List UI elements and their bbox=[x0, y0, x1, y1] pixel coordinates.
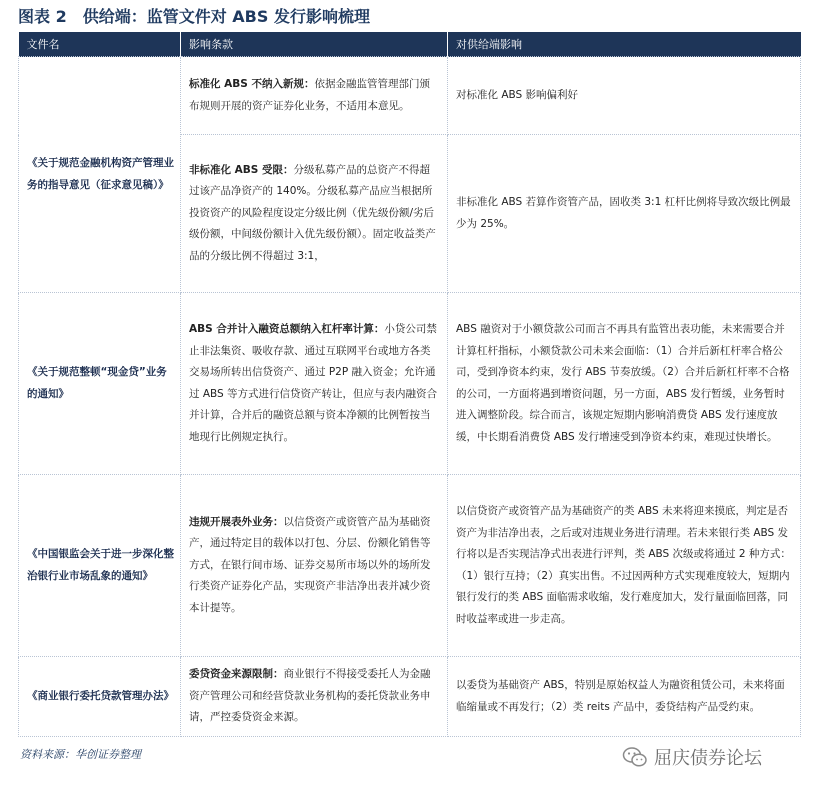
figure-title: 图表 2 供给端：监管文件对 ABS 发行影响梳理 bbox=[18, 7, 370, 26]
file-name-cell: 《关于规范金融机构资产管理业务的指导意见（征求意见稿）》 bbox=[19, 57, 181, 293]
file-name-cell: 《中国银监会关于进一步深化整治银行业市场乱象的通知》 bbox=[19, 475, 181, 657]
clause-heading: 违规开展表外业务： bbox=[189, 515, 284, 528]
regulation-table bbox=[18, 32, 801, 737]
file-name-cell: 《关于规范整顿“现金贷”业务的通知》 bbox=[19, 293, 181, 475]
clause-heading: 标准化 ABS 不纳入新规： bbox=[189, 78, 315, 90]
file-name-cell: 《商业银行委托贷款管理办法》 bbox=[19, 657, 181, 737]
clause-text: 小贷公司禁止非法集资、吸收存款、通过互联网平台或地方各类交易场所转出信贷资产、通过 P2P 融入资金；允许通过 ABS 等方式进行信贷资产转让，但应与表内融资合并计算，合并后的融资总额与资本净额的比例暂按当地现行比例规定执行。 bbox=[189, 323, 438, 443]
clause-text: 以信贷资产或资管产品为基础资产，通过特定目的载体以打包、分层、份额化销售等方式，在银行间市场、证券交易所市场以外的场所发行类资产证券化产品，实现资产非洁净出表并减少资本计提等。 bbox=[189, 515, 431, 614]
clause-cell bbox=[181, 57, 448, 135]
table-row bbox=[19, 475, 801, 657]
clause-cell bbox=[181, 135, 448, 293]
table-row bbox=[19, 57, 801, 135]
impact-cell: 非标准化 ABS 若算作资管产品，固收类 3:1 杠杆比例将导致次级比例最少为 25%。 bbox=[448, 135, 801, 293]
watermark bbox=[622, 744, 762, 770]
header-impact: 对供给端影响 bbox=[448, 32, 801, 57]
impact-cell: 对标准化 ABS 影响偏利好 bbox=[448, 57, 801, 135]
clause-cell bbox=[181, 657, 448, 737]
clause-cell bbox=[181, 475, 448, 657]
clause-text: 商业银行不得接受委托人为金融资产管理公司和经营贷款业务机构的委托贷款业务申请，严控委贷资金来源。 bbox=[189, 668, 431, 724]
table-row bbox=[19, 293, 801, 475]
watermark-text: 屈庆债券论坛 bbox=[654, 748, 762, 769]
clause-heading: 委贷资金来源限制： bbox=[189, 668, 284, 681]
table-header-row bbox=[19, 32, 801, 57]
wechat-icon bbox=[622, 745, 648, 769]
impact-cell: ABS 融资对于小额贷款公司而言不再具有监管出表功能，未来需要合并计算杠杆指标，小额贷款公司未来会面临：（1）合并后新杠杆率合格公司，受到净资本约束，发行 ABS 节奏放缓。（2）合并后新杠杆率不合格的公司，一方面将遇到增资问题，另一方面，ABS 发行暂缓，业务暂时进入调整阶段。综合而言，该规定短期内影响消费贷 ABS 发行速度放缓，中长期看消费贷 ABS 发行增速受到净资本约束，难现过快增长。 bbox=[448, 293, 801, 475]
table-row bbox=[19, 657, 801, 737]
impact-cell: 以信贷资产或资管产品为基础资产的类 ABS 未来将迎来摸底，判定是否资产为非洁净出表，之后或对违规业务进行清理。若未来银行类 ABS 发行将以是否实现洁净式出表进行评判，类 ABS 次级或将通过 2 种方式：（1）银行互持；（2）真实出售。不过因两种方式实现难度较大，短期内银行发行的类 ABS 面临需求收缩，发行难度加大，发行量面临回落，同时收益率或进一步走高。 bbox=[448, 475, 801, 657]
source-note: 资料来源：华创证券整理 bbox=[20, 748, 141, 761]
clause-cell bbox=[181, 293, 448, 475]
clause-heading: ABS 合并计入融资总额纳入杠杆率计算： bbox=[189, 323, 385, 335]
clause-text: 分级私募产品的总资产不得超过该产品净资产的 140%。分级私募产品应当根据所投资资产的风险程度设定分级比例（优先级份额/劣后级份额，中间级份额计入优先级份额）。固定收益类产品的分级比例不得超过 3:1， bbox=[189, 163, 436, 262]
header-file-name: 文件名 bbox=[19, 32, 181, 57]
clause-text: 依据金融监管管理部门颁布规则开展的资产证券化业务，不适用本意见。 bbox=[189, 78, 431, 112]
impact-cell: 以委贷为基础资产 ABS，特别是原始权益人为融资租赁公司，未来将面临缩量或不再发行；（2）类 reits 产品中，委贷结构产品受约束。 bbox=[448, 657, 801, 737]
header-clause: 影响条款 bbox=[181, 32, 448, 57]
clause-heading: 非标准化 ABS 受限： bbox=[189, 163, 294, 176]
